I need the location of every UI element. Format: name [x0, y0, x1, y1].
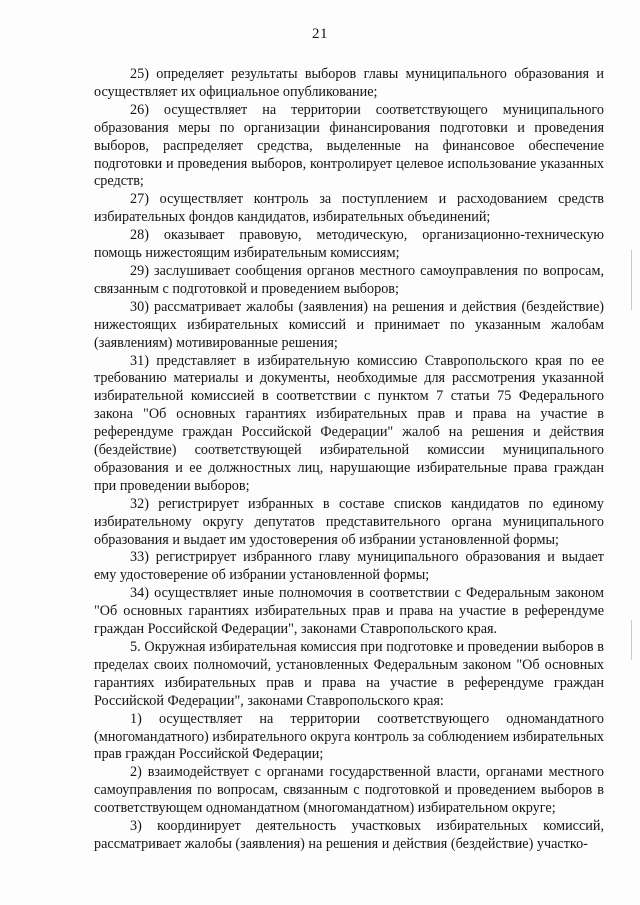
paragraph-item-32: 32) регистрирует избранных в составе списков кандидатов по единому избирательному округу депутатов представительного органа муниципального образования и выдает им удостоверения об избрании установленной формы; — [94, 495, 604, 548]
paragraph-item-31: 31) представляет в избирательную комиссию Ставропольского края по ее требованию материалы и документы, необходимые для рассмотрения указанной избирательной комиссией в соответствии с пунктом 7 статьи 75 Федерального закона "Об основных гарантиях избирательных прав и права на участие в референдуме граждан Российской Федерации" жалоб на решения и действия (бездействие) соответствующей избирательной комиссии муниципального образования и ее должностных лиц, нарушающие избирательные права граждан при проведении выборов; — [94, 352, 604, 494]
paragraph-item-34: 34) осуществляет иные полномочия в соответствии с Федеральным законом "Об основных гарантиях избирательных прав и права на участие в референдуме граждан Российской Федерации", законами Ставропольского края. — [94, 585, 604, 638]
page-number: 21 — [312, 26, 328, 42]
paragraph-item-27: 27) осуществляет контроль за поступлением и расходованием средств избирательных фондов кандидатов, избирательных объединений; — [94, 191, 604, 226]
paragraph-item-28: 28) оказывает правовую, методическую, организационно-техническую помощь нижестоящим избирательным комиссиям; — [94, 227, 604, 262]
scan-edge-mark — [631, 250, 632, 310]
paragraph-item-26: 26) осуществляет на территории соответствующего муниципального образования меры по организации финансирования подготовки и проведения выборов, распределяет средства, выделенные на финансовое обеспечение подготовки и проведения выборов, контролирует целевое использование указанных средств; — [94, 101, 604, 190]
paragraph-item-29: 29) заслушивает сообщения органов местного самоуправления по вопросам, связанным с подготовкой и проведением выборов; — [94, 262, 604, 297]
scan-edge-mark — [631, 620, 632, 660]
subitem-3: 3) координирует деятельность участковых избирательных комиссий, рассматривает жалобы (заявления) на решения и действия (бездействие) участко- — [94, 818, 604, 852]
subitem-1: 1) осуществляет на территории соответствующего одномандатного (многомандатного) избирательного округа контроль за соблюдением избирательных прав граждан Российской Федерации; — [94, 710, 604, 763]
paragraph-item-25: 25) определяет результаты выборов главы муниципального образования и осуществляет их официальное опубликование; — [94, 66, 604, 100]
subitem-2: 2) взаимодействует с органами государственной власти, органами местного самоуправления по вопросам, связанным с подготовкой и проведением выборов в соответствующем одномандатном (многомандатном) избирательном округе; — [94, 764, 604, 817]
document-body — [94, 66, 604, 854]
paragraph-item-33: 33) регистрирует избранного главу муниципального образования и выдает ему удостоверение об избрании установленной формы; — [94, 549, 604, 584]
section-5-intro: 5. Окружная избирательная комиссия при подготовке и проведении выборов в пределах своих полномочий, установленных Федеральным законом "Об основных гарантиях избирательных прав и права на участие в референдуме граждан Российской Федерации", законами Ставропольского края: — [94, 639, 604, 709]
paragraph-item-30: 30) рассматривает жалобы (заявления) на решения и действия (бездействие) нижестоящих избирательных комиссий и принимает по указанным жалобам (заявлениям) мотивированные решения; — [94, 298, 604, 351]
